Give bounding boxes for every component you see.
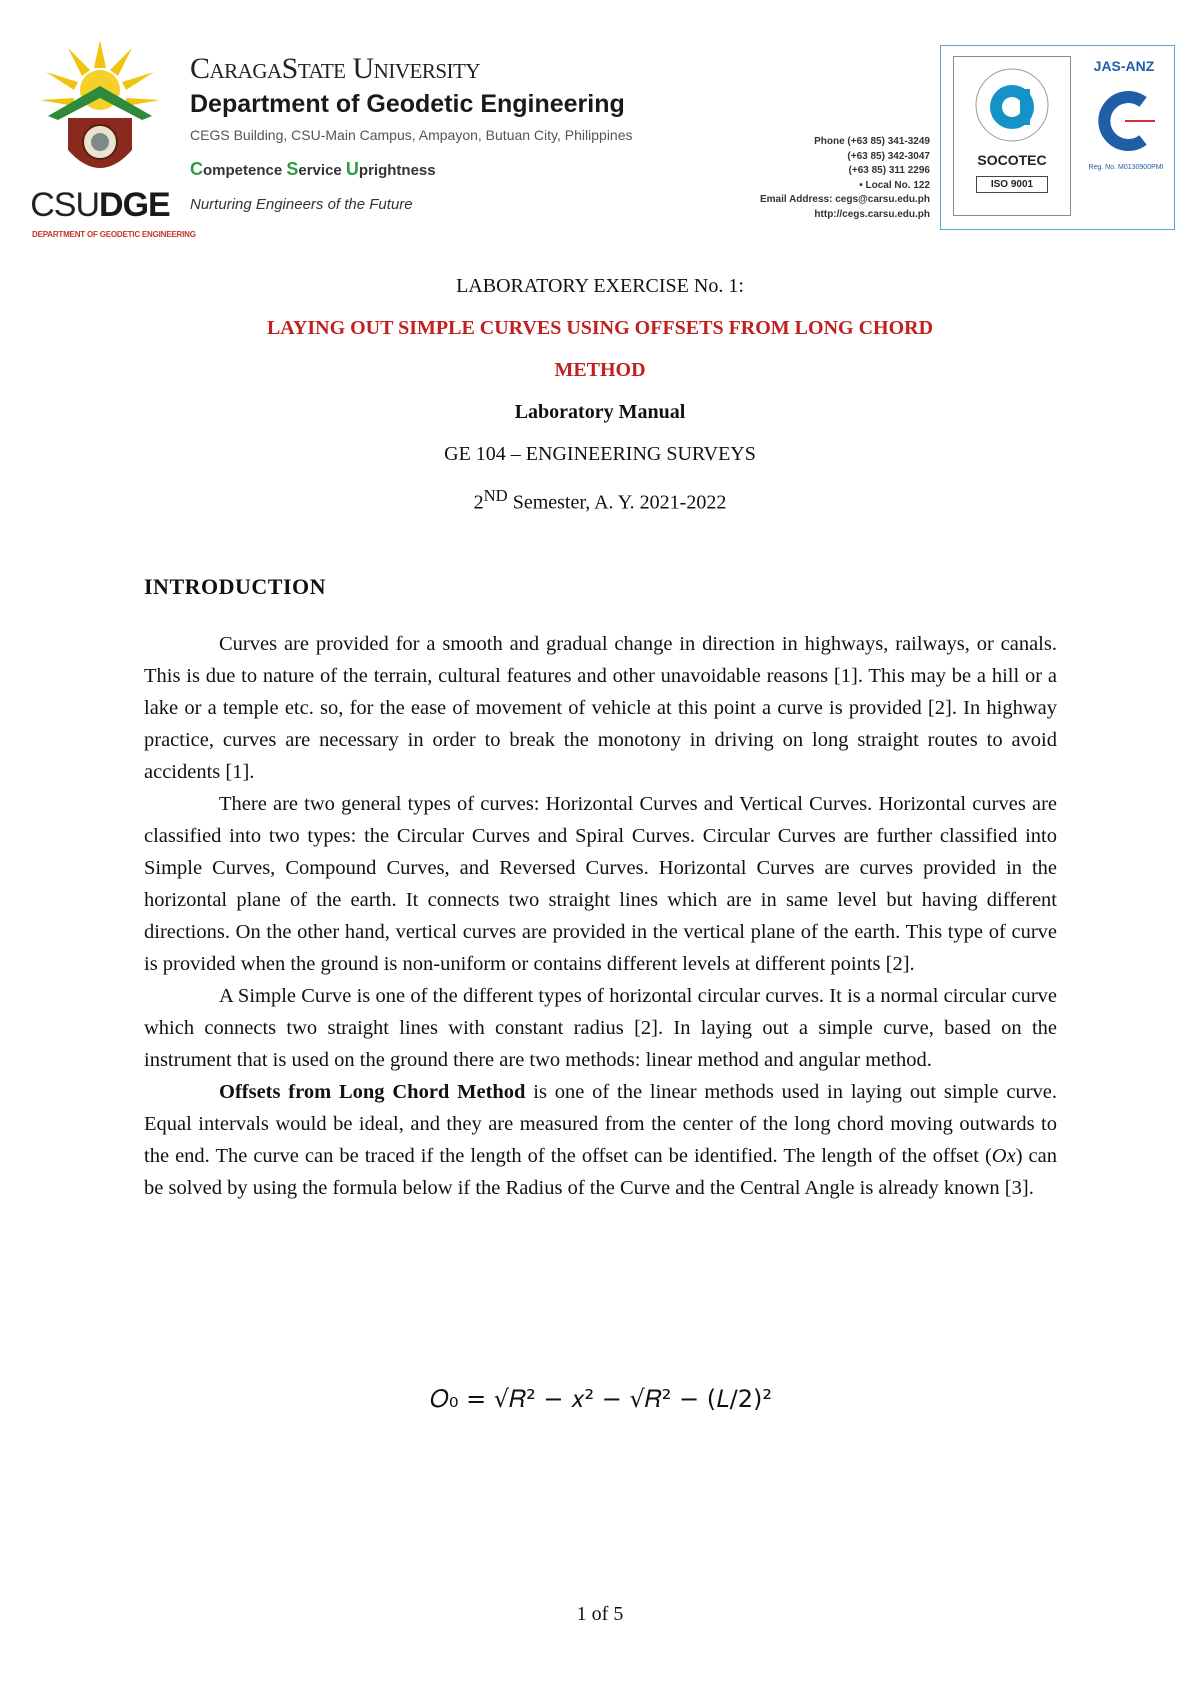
logo-dge-text: DGE — [99, 186, 170, 224]
manual-label: Laboratory Manual — [514, 401, 686, 423]
motto-competence: ompetence — [203, 162, 287, 179]
contact-line: Phone (+63 85) 341-3249 — [814, 136, 930, 147]
exercise-number: LABORATORY EXERCISE No. 1: — [456, 275, 744, 297]
contact-line: (+63 85) 311 2296 — [848, 165, 930, 176]
jas-anz-label: JAS-ANZ — [1093, 58, 1155, 74]
contact-line: (+63 85) 342-3047 — [847, 150, 930, 162]
offset-formula: 𝑂₀ = √𝑅² − 𝑥² − √𝑅² − (𝐿/2)² — [430, 1385, 772, 1413]
university-seal-icon — [38, 38, 162, 186]
semester-rest: Semester, A. Y. 2021-2022 — [507, 491, 727, 514]
socotec-label: SOCOTEC — [977, 152, 1047, 168]
paragraph-4-text-b: ) can be solved by using the formula below if the Radius of the Curve and the Central Angle is already known [3]. — [144, 1145, 1057, 1199]
contact-website: http://cegs.carsu.edu.ph — [814, 208, 930, 220]
jas-anz-logo-icon — [1091, 86, 1157, 156]
paragraph-3: A Simple Curve is one of the different types of horizontal circular curves. It is a normal circular curve which connects two straight lines with constant radius [2]. In laying out a simple curve, based on the instrument that is used on the ground there are two methods: linear method and angular method. — [144, 985, 1057, 1071]
logo-subtitle: DEPARTMENT OF GEODETIC ENGINEERING — [32, 230, 196, 239]
socotec-logo-icon — [972, 65, 1052, 145]
motto-uprightness: prightness — [358, 162, 436, 179]
address-line: CEGS Building, CSU-Main Campus, Ampayon, Butuan City, Philippines — [190, 127, 633, 143]
department-name: Department of Geodetic Engineering — [190, 90, 625, 118]
jas-anz-registration: Reg. No. M0130900PMI — [1088, 164, 1164, 171]
paragraph-1: Curves are provided for a smooth and gradual change in direction in highways, railways, or canals. This is due to nature of the terrain, cultural features and other unavoidable reasons [1]. This may be a hill or a lake or a temple etc. so, for the ease of movement of vehicle at this point a curve is provided [2]. In highway practice, curves are necessary in order to break the monotony in driving on long straight routes to avoid accidents [1]. — [144, 633, 1057, 783]
contact-info — [700, 135, 930, 222]
exercise-title-line-1: LAYING OUT SIMPLE CURVES USING OFFSETS FROM LONG CHORD — [266, 317, 934, 339]
course-label: GE 104 – ENGINEERING SURVEYS — [444, 443, 756, 465]
certification-box — [940, 45, 1175, 230]
logo-wordmark — [30, 186, 170, 225]
motto-u: U — [345, 159, 359, 179]
paragraph-2: There are two general types of curves: Horizontal Curves and Vertical Curves. Horizontal curves are classified into two types: the Circular Curves and Spiral Curves. Circular Curves are further classified into Simple Curves, Compound Curves, and Reversed Curves. Horizontal Curves are curves provided in the horizontal plane of the earth. It connects two straight lines which are in same level but having different directions. On the other hand, vertical curves are provided in the vertical plane of the earth. This type of curve is provided when the ground is non-uniform or contains different levels at different points [2]. — [144, 793, 1057, 975]
paragraph-4-bold: Offsets from Long Chord Method — [219, 1081, 526, 1103]
logo-csu-text: CSU — [30, 186, 100, 224]
semester-number: 2 — [473, 491, 484, 514]
motto — [190, 159, 710, 180]
letterhead-text — [190, 52, 710, 213]
motto-service: ervice — [298, 162, 346, 179]
csu-dge-logo — [30, 38, 196, 239]
iso-label: ISO 9001 — [976, 176, 1048, 193]
motto-c: C — [190, 159, 203, 179]
body-text — [144, 628, 1057, 1204]
title-block — [100, 265, 1100, 524]
university-name: CaragaState University — [190, 52, 480, 85]
tagline: Nurturing Engineers of the Future — [190, 196, 413, 213]
paragraph-4-italic: Ox — [991, 1145, 1016, 1167]
socotec-badge — [953, 56, 1071, 216]
section-heading: INTRODUCTION — [144, 574, 327, 599]
paragraph-4-text-a: is one of the linear methods used in laying out simple curve. Equal intervals would be ideal, and they are measured from the center of the long chord moving outwards to the end. The curve can be traced if the length of the offset can be identified. The length of the offset ( — [144, 1081, 1057, 1167]
page-number: 1 of 5 — [576, 1603, 624, 1625]
contact-line: • Local No. 122 — [859, 179, 930, 191]
motto-s: S — [286, 159, 299, 179]
exercise-title-line-2: METHOD — [554, 359, 646, 381]
paragraph-4 — [144, 1076, 1057, 1204]
semester-label — [100, 475, 1100, 524]
semester-suffix: ND — [483, 486, 508, 505]
contact-email: Email Address: cegs@carsu.edu.ph — [760, 194, 930, 205]
